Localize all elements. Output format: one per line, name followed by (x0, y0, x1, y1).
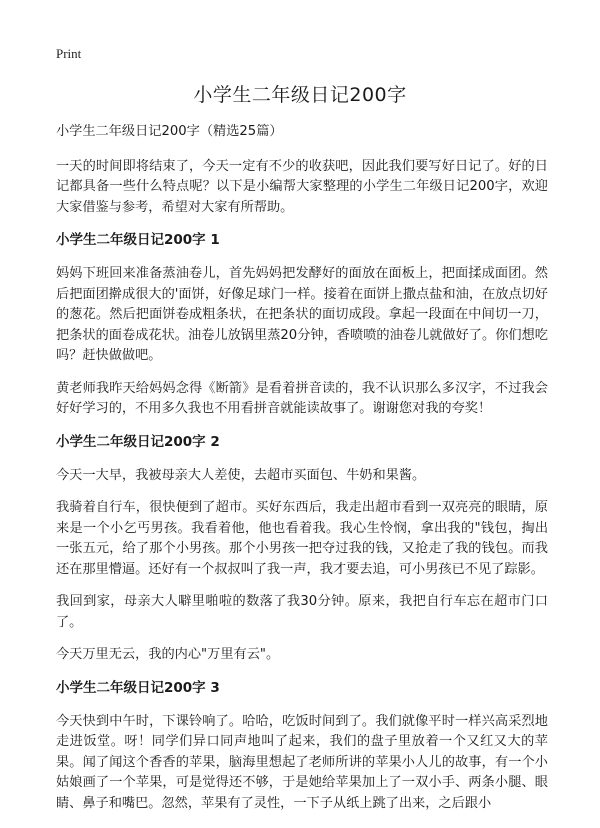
paragraph: 今天快到中午时，下课铃响了。哈哈，吃饭时间到了。我们就像平时一样兴高采烈地走进饭堂。呀！同学们异口同声地叫了起来，我们的盘子里放着一个又红又大的苹果。闻了闻这个香香的苹果，脑海里想起了老师所讲的苹果小人儿的故事，有一个小姑娘画了一个苹果，可是觉得还不够，于是她给苹果加上了一双小手、两条小腿、眼睛、鼻子和嘴巴。忽然，苹果有了灵性，一下子从纸上跳了出来，之后跟小 (56, 713, 548, 811)
intro-paragraph: 一天的时间即将结束了，今天一定有不少的收获吧，因此我们要写好日记了。好的日记都具备一些什么特点呢？以下是小编帮大家整理的小学生二年级日记200字，欢迎大家借鉴与参考，希望对大家有所帮助。 (56, 158, 548, 215)
paragraph: 今天一大早，我被母亲大人差使，去超市买面包、牛奶和果酱。 (56, 467, 426, 483)
print-link[interactable]: Print (56, 46, 82, 61)
section-heading-1: 小学生二年级日记200字 1 (56, 232, 220, 248)
paragraph: 妈妈下班回来准备蒸油卷儿，首先妈妈把发酵好的面放在面板上，把面揉成面团。然后把面团擀成很大的'面饼，好像足球门一样。接着在面饼上撒点盐和油，在放点切好的葱花。然后把面饼卷成粗条状，在把条状的面切成段。拿起一段面在中间切一刀，把条状的面卷成花状。油卷儿放锅里蒸20分钟，香喷喷的油卷儿就做好了。你们想吃吗？赶快做做吧。 (56, 266, 548, 363)
article-body (56, 122, 548, 826)
section-heading-2: 小学生二年级日记200字 2 (56, 433, 220, 450)
paragraph: 黄老师我昨天给妈妈念得《断箭》是看着拼音读的，我不认识那么多汉字，不过我会好好学习的，不用多久我也不用看拼音就能读故事了。谢谢您对我的夸奖！ (56, 380, 548, 416)
article-subtitle: 小学生二年级日记200字（精选25篇） (56, 124, 283, 139)
page-title: 小学生二年级日记200字 (193, 84, 407, 106)
section-heading-3: 小学生二年级日记200字 3 (56, 679, 220, 696)
paragraph: 今天万里无云，我的内心"万里有云"。 (56, 647, 280, 662)
paragraph: 我回到家，母亲大人噼里啪啦的数落了我30分钟。原来，我把自行车忘在超市门口了。 (56, 594, 548, 630)
paragraph: 我骑着自行车，很快便到了超市。买好东西后，我走出超市看到一双亮亮的眼睛，原来是一个小乞丐男孩。我看着他，他也看着我。我心生怜悯，拿出我的"钱包，掏出一张五元，给了那个小男孩。那个小男孩一把夺过我的钱，又抢走了我的钱包。而我还在那里懵逼。还好有一个叔叔叫了我一声，我才要去追，可小男孩已不见了踪影。 (56, 500, 548, 577)
